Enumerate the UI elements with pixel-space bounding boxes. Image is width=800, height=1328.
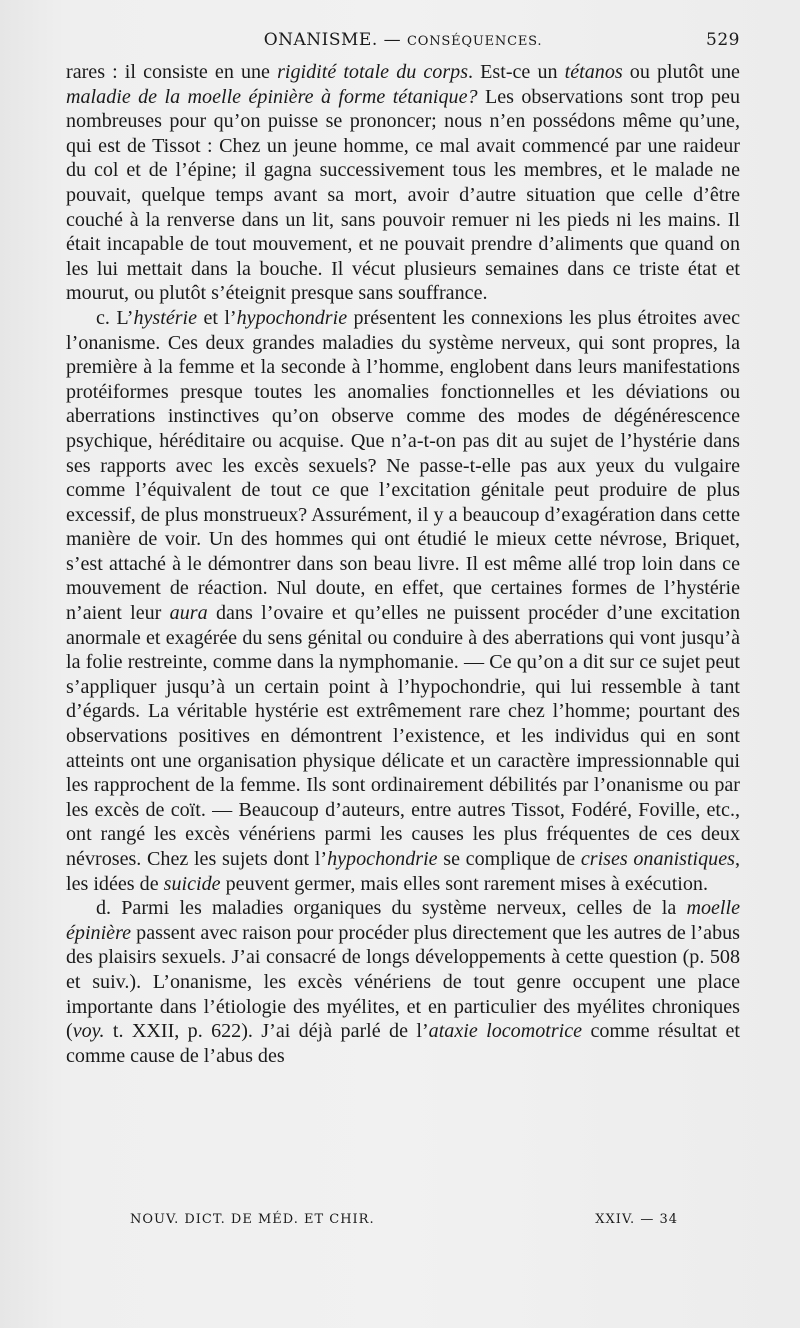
italic-run: crises onanistiques [580,848,735,870]
running-title [66,30,740,50]
paragraph [66,60,740,306]
paragraph [66,306,740,896]
page-number: 529 [706,30,740,50]
italic-run: rigidité totale du corps [277,61,469,83]
signature-footer [130,1212,678,1232]
text-run: ou plutôt une [622,61,740,83]
text-run: t. XXII, p. 622). J’ai déjà parlé de l’ [104,1020,429,1043]
italic-run: ataxie locomotrice [428,1020,583,1043]
text-run: se complique de [437,848,581,870]
text-run: c. L’ [96,306,134,329]
text-run: peuvent germer, mais elles sont rarement mises à exécution. [220,872,708,895]
italic-run: hypochondrie [236,306,348,329]
text-run: d. Parmi les maladies organiques du système nerveux, celles de la [96,897,687,920]
footer-volume-signature: XXIV. — 34 [595,1212,678,1227]
running-title-section: CONSÉQUENCES. [407,34,543,49]
italic-run: moelle épinière [66,897,740,944]
body-text [66,60,740,1068]
text-run: et l’ [197,306,237,329]
italic-run: voy. [72,1020,105,1043]
italic-run: hypochondrie [327,848,438,870]
italic-run: suicide [163,872,221,895]
text-run: dans l’ovaire et qu’elles ne puissent procéder d’une excitation anormale et exagérée du sens génital ou conduire à des aberrations qui vont jusqu’à la folie restreinte, comme dans la nymphomanie. — Ce qu’on a dit sur ce sujet peut s’appliquer jusqu’à un certain point à l’hypochondrie, qui lui ressemble à tant d’égards. La véritable hystérie est extrêmement rare chez l’homme; pourtant des observations positives en démontrent l’existence, et les individus qui en sont atteints ont une organisation physique délicate et un caractère impressionnable qui les rapprochent de la femme. Ils sont ordinairement débilités par l’onanisme ou par les excès de coït. — Beaucoup d’auteurs, entre autres Tissot, Fodéré, Foville, etc., ont rangé les excès vénériens parmi les causes les plus fréquentes de ces deux névroses. Chez les sujets dont l’ [66,602,741,870]
text-run: comme résultat et comme cause de l’abus des [66,1020,740,1067]
italic-run: hystérie [133,306,198,329]
text-run: Les observations sont trop peu nombreuses pour qu’on puisse se prononcer; nous n’en possédons même qu’une, qui est de Tissot : Chez un jeune homme, ce mal avait commencé par une raideur du col et de l’épine; il gagna successivement tous les membres, et le malade ne pouvait, quelque temps avant sa mort, avoir d’autre situation que celle d’être couché à la renverse dans un lit, sans pouvoir remuer ni les pieds ni les mains. Il était incapable de tout mouvement, et ne pouvait prendre d’aliments que quand on les lui mettait dans la bouche. Il vécut plusieurs semaines dans ce triste état et mourut, ou plutôt s’éteignit presque sans souffrance. [66,85,741,305]
paragraph [66,896,740,1068]
italic-run: tétanos [564,61,623,83]
footer-publication: NOUV. DICT. DE MÉD. ET CHIR. [130,1212,375,1227]
italic-run: aura [169,602,208,625]
running-header [66,30,740,56]
text-run: rares : il consiste en une [66,61,278,83]
text-run: présentent les connexions les plus étroites avec l’onanisme. Ces deux grandes maladies du système nerveux, qui sont propres, la première à la femme et la seconde à l’homme, englobent dans leurs manifestations protéiformes presque toutes les anomalies fonctionnelles et les déviations ou aberrations instinctives qu’on observe comme des modes de dégénérescence psychique, héréditaire ou acquise. Que n’a-t-on pas dit au sujet de l’hystérie dans ses rapports avec les excès sexuels? Ne passe-t-elle pas aux yeux du vulgaire comme l’équivalent de tout ce que l’excitation génitale peut produire de plus excessif, de plus monstrueux? Assurément, il y a beaucoup d’exagération dans cette manière de voir. Un des hommes qui ont étudié le mieux cette névrose, Briquet, s’est attaché à le démontrer dans son beau livre. Il est même allé trop loin dans ce mouvement de réaction. Nul doute, en effet, que certaines formes de l’hystérie n’aient leur [66,306,741,625]
text-run: passent avec raison pour procéder plus directement que les autres de l’abus des plaisirs sexuels. J’ai consacré de longs développements à cette question (p. 508 et suiv.). L’onanisme, les excès vénériens de tout genre occupent une place importante dans l’étiologie des myélites, et en particulier des myélites chroniques ( [66,921,740,1043]
text-run: . Est-ce un [468,61,565,83]
text-run: , les idées de [66,848,741,895]
running-title-main: ONANISME. — [263,30,408,50]
italic-run: maladie de la moelle épinière à forme tétanique? [66,85,478,108]
